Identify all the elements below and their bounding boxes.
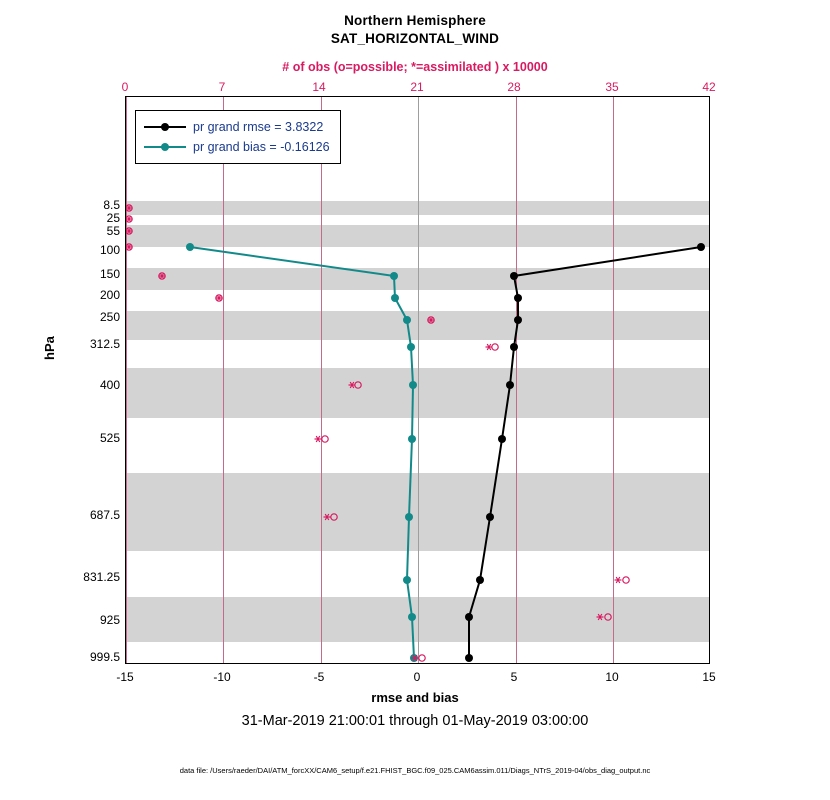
y-tick-100: 100 xyxy=(99,243,120,257)
y-tick-925: 925 xyxy=(99,613,120,627)
data-file-footer: data file: /Users/raeder/DAI/ATM_forcXX/CAM6_setup/f.e21.FHIST_BGC.f09_025.CAM6assim.011/Diags_NTrS_2019-04/obs_diag_output.nc xyxy=(179,766,651,775)
chart-legend xyxy=(135,110,341,164)
bottom-tick-1: -10 xyxy=(213,670,231,684)
top-tick-2: 14 xyxy=(312,80,326,94)
title-line-1: Northern Hemisphere xyxy=(344,13,486,28)
legend-item-rmse xyxy=(144,117,330,137)
y-axis-label: hPa xyxy=(42,336,57,360)
rmse-line xyxy=(469,247,701,658)
bias-line xyxy=(190,247,414,658)
y-tick-312.5: 312.5 xyxy=(89,337,120,351)
top-tick-0: 0 xyxy=(121,80,129,94)
date-range-subtitle: 31-Mar-2019 21:00:01 through 01-May-2019 03:00:00 xyxy=(241,713,589,729)
x-axis-label: rmse and bias xyxy=(371,690,459,705)
y-tick-999.5: 999.5 xyxy=(89,650,120,664)
y-tick-400: 400 xyxy=(99,378,120,392)
top-axis-label: # of obs (o=possible; *=assimilated ) x 10000 xyxy=(282,60,548,74)
plot-area xyxy=(125,96,710,664)
series-overlay xyxy=(126,97,710,664)
legend-label-bias: pr grand bias = -0.16126 xyxy=(193,140,330,154)
y-tick-150: 150 xyxy=(99,267,120,281)
bottom-tick-4: 5 xyxy=(510,670,518,684)
legend-item-bias xyxy=(144,137,330,157)
legend-line-icon xyxy=(144,141,186,153)
top-tick-3: 21 xyxy=(410,80,424,94)
top-tick-1: 7 xyxy=(218,80,226,94)
bias-markers xyxy=(186,243,418,662)
legend-label-rmse: pr grand rmse = 3.8322 xyxy=(193,120,324,134)
y-tick-55: 55 xyxy=(106,224,120,238)
y-tick-8.5: 8.5 xyxy=(103,198,120,212)
bottom-tick-6: 15 xyxy=(702,670,716,684)
rmse-markers xyxy=(465,243,705,662)
top-tick-5: 35 xyxy=(605,80,619,94)
bottom-tick-5: 10 xyxy=(605,670,619,684)
legend-line-icon xyxy=(144,121,186,133)
top-tick-4: 28 xyxy=(507,80,521,94)
y-tick-250: 250 xyxy=(99,310,120,324)
bottom-tick-3: 0 xyxy=(413,670,421,684)
title-line-2: SAT_HORIZONTAL_WIND xyxy=(330,31,500,46)
y-tick-831.25: 831.25 xyxy=(83,570,120,584)
y-tick-200: 200 xyxy=(99,288,120,302)
y-tick-525: 525 xyxy=(99,431,120,445)
bottom-tick-2: -5 xyxy=(313,670,325,684)
bottom-tick-0: -15 xyxy=(116,670,134,684)
y-tick-687.5: 687.5 xyxy=(89,508,120,522)
chart-title xyxy=(0,12,830,48)
y-tick-25: 25 xyxy=(106,211,120,225)
top-tick-6: 42 xyxy=(702,80,716,94)
